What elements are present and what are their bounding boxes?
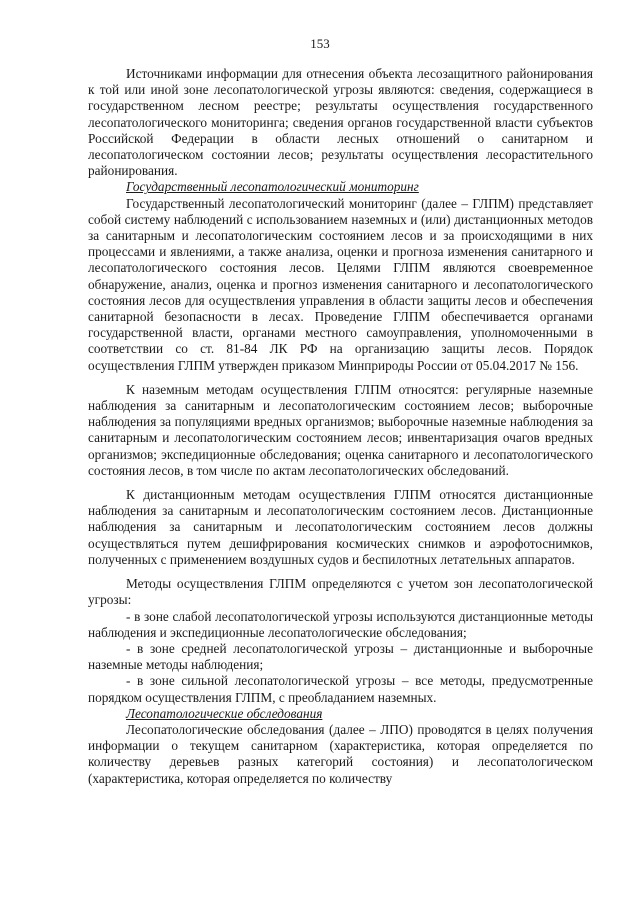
remote-methods-paragraph: К дистанционным методам осуществления ГЛПМ относятся дистанционные наблюдения за санитарным и лесопатологическим состоянием лесов. Дистанционные наблюдения за санитарным и лесопатологическим состоянием лесов должны осуществляться путем дешифрирования космических снимков и аэрофотоснимков, полученных с применением воздушных судов и беспилотных летательных аппаратов. (88, 487, 593, 567)
section-heading-monitoring: Государственный лесопатологический мониторинг (126, 179, 419, 195)
section-heading-surveys: Лесопатологические обследования (126, 705, 323, 721)
methods-zones-paragraph: Методы осуществления ГЛПМ определяются с учетом зон лесопатологической угрозы: (88, 576, 593, 608)
document-body (88, 66, 593, 787)
surveys-paragraph: Лесопатологические обследования (далее – ЛПО) проводятся в целях получения информации о текущем санитарном (характеристика, которая определяется по количеству деревьев разных категорий состояния) и лесопатологическом (характеристика, которая определяется по количеству (88, 721, 593, 786)
page-number: 153 (310, 36, 330, 51)
intro-paragraph: Источниками информации для отнесения объекта лесозащитного районирования к той или иной зоне лесопатологической угрозы являются: сведения, содержащиеся в государственном лесном реестре; результаты осуществления государственного лесопатологического мониторинга; сведения органов государственной власти субъектов Российской Федерации в области лесных отношений о санитарном и лесопатологическом состоянии лесов; результаты осуществления лесорастительного районирования. (88, 66, 593, 179)
ground-methods-paragraph: К наземным методам осуществления ГЛПМ относятся: регулярные наземные наблюдения за санитарным и лесопатологическим состоянием лесов; выборочные наблюдения за популяциями вредных организмов; выборочные наземные наблюдения за санитарным и лесопатологическим состоянием лесов; инвентаризация очагов вредных организмов; экспедиционные обследования; оценка санитарного и лесопатологического состояния лесов, в том числе по актам лесопатологических обследований. (88, 381, 593, 478)
zone-list-item-strong: - в зоне сильной лесопатологической угрозы – все методы, предусмотренные порядком осуществления ГЛПМ, с преобладанием наземных. (88, 673, 593, 705)
zone-list-item-medium: - в зоне средней лесопатологической угрозы – дистанционные и выборочные наземные методы наблюдения; (88, 640, 593, 673)
zone-list-item-weak: - в зоне слабой лесопатологической угрозы используются дистанционные методы наблюдения и экспедиционные лесопатологические обследования; (88, 608, 593, 640)
monitoring-paragraph: Государственный лесопатологический мониторинг (далее – ГЛПМ) представляет собой систему наблюдений с использованием наземных и (или) дистанционных методов за санитарным и лесопатологическим состоянием лесов и за происходящими в них процессами и явлениями, а также анализа, оценки и прогноза изменения санитарного и лесопатологического состояния лесов. Целями ГЛПМ являются своевременное обнаружение, анализ, оценка и прогноз изменения санитарного и лесопатологического состояния лесов для осуществления управления в области защиты лесов и обеспечения санитарной безопасности в лесах. Проведение ГЛПМ обеспечивается органами государственной власти, органами местного самоуправления, уполномоченными в соответствии со ст. 81-84 ЛК РФ на организацию защиты лесов. Порядок осуществления ГЛПМ утвержден приказом Минприроды России от 05.04.2017 № 156. (88, 195, 593, 373)
